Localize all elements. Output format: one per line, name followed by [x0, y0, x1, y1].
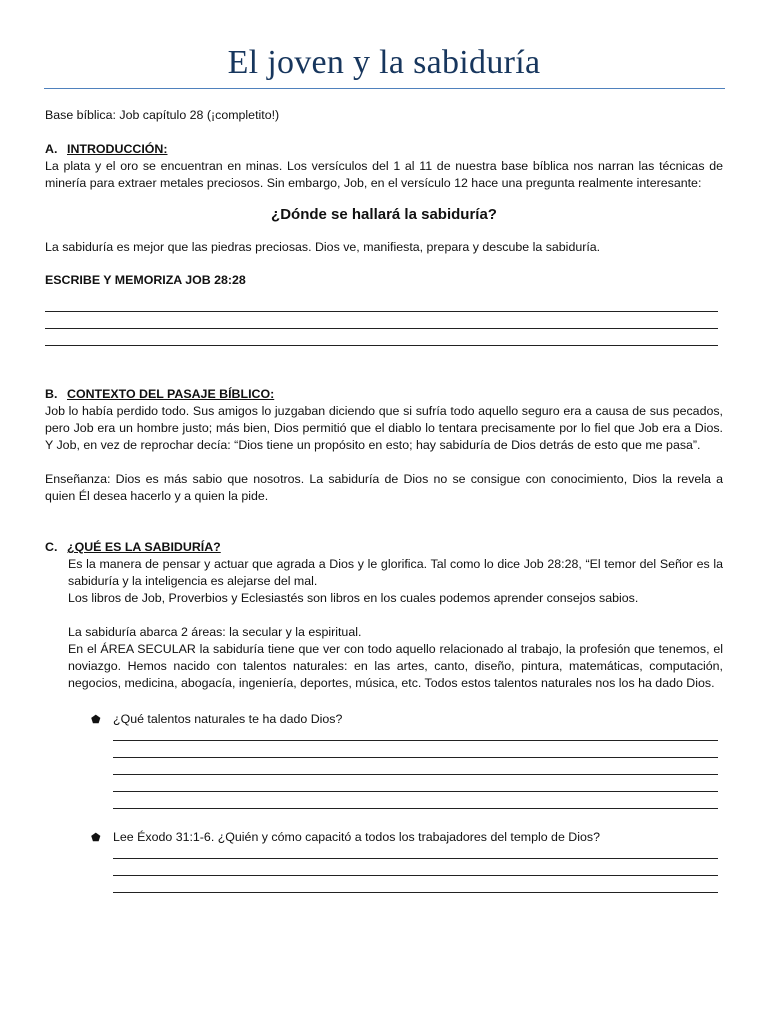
- central-question: ¿Dónde se hallará la sabiduría?: [271, 206, 497, 223]
- section-b-heading: [45, 386, 723, 403]
- answer-line[interactable]: [113, 791, 718, 792]
- question-talents: [91, 711, 723, 809]
- section-a-paragraph: La plata y el oro se encuentran en minas. Los versículos del 1 al 11 de nuestra base bíblica nos narran las técnicas de minería para extraer metales preciosos. Sin embargo, Job, en el versículo 12 hace una pregunta realmente interesante:: [45, 159, 723, 190]
- section-c-title: ¿QUÉ ES LA SABIDURÍA?: [67, 540, 221, 554]
- section-c-definition: Es la manera de pensar y actuar que agrada a Dios y le glorifica. Tal como lo dice Job 28:28, “El temor del Señor es la sabiduría y la inteligencia es alejarse del mal.: [68, 557, 723, 588]
- memorize-instruction: ESCRIBE Y MEMORIZA JOB 28:28: [45, 273, 246, 287]
- answer-line[interactable]: [113, 892, 718, 893]
- section-c-letter: C.: [45, 540, 58, 554]
- section-a-statement: La sabiduría es mejor que las piedras preciosas. Dios ve, manifiesta, prepara y descube la sabiduría.: [45, 240, 601, 254]
- section-b-teaching: Enseñanza: Dios es más sabio que nosotros. La sabiduría de Dios no se consigue con conocimiento, Dios la revela a quien Él desea hacerlo y a quien la pide.: [45, 472, 723, 503]
- section-a-heading: [45, 141, 723, 158]
- section-c-areas: La sabiduría abarca 2 áreas: la secular y la espiritual.: [68, 625, 362, 639]
- answer-lines-a: [45, 311, 723, 346]
- document-body: [45, 107, 723, 893]
- section-c-body: [68, 556, 723, 692]
- section-b-title: CONTEXTO DEL PASAJE BÍBLICO:: [67, 387, 275, 401]
- page-title: El joven y la sabiduría: [227, 44, 541, 81]
- question-exodus-text: Lee Éxodo 31:1-6. ¿Quién y cómo capacitó a todos los trabajadores del templo de Dios?: [113, 830, 600, 844]
- question-talents-text: ¿Qué talentos naturales te ha dado Dios?: [113, 712, 343, 726]
- section-c-heading: [45, 539, 723, 556]
- title-divider: [44, 88, 725, 89]
- section-c-secular: En el ÁREA SECULAR la sabiduría tiene que ver con todo aquello relacionado al trabajo, la profesión que tenemos, el noviazgo. Hemos nacido con talentos naturales: en las artes, canto, diseño, pintura, matemáticas, computación, negocios, medicina, abogacía, ingeniería, deportes, música, etc. Todos estos talentos naturales nos los ha dado Dios.: [68, 642, 723, 690]
- question-exodus: [91, 829, 723, 893]
- answer-line[interactable]: [113, 757, 718, 758]
- answer-line[interactable]: [113, 858, 718, 859]
- answer-line[interactable]: [113, 875, 718, 876]
- answer-line[interactable]: [45, 328, 718, 329]
- bullet-icon: ⬟: [91, 714, 101, 726]
- answer-line[interactable]: [113, 808, 718, 809]
- answer-line[interactable]: [45, 311, 718, 312]
- answer-line[interactable]: [113, 740, 718, 741]
- bible-base: Base bíblica: Job capítulo 28 (¡completito!): [45, 108, 280, 122]
- answer-line[interactable]: [113, 774, 718, 775]
- section-a-letter: A.: [45, 142, 58, 156]
- section-b-paragraph: Job lo había perdido todo. Sus amigos lo juzgaban diciendo que si sufría todo aquello seguro era a causa de sus pecados, pero Job era un hombre justo; más bien, Dios permitió que el diablo lo tentara precisamente por lo fiel que Job era a Dios. Y Job, en vez de reprochar decía: “Dios tiene un propósito en esto; hay sabiduría de Dios detrás de esto que me pasa”.: [45, 404, 723, 452]
- section-c-books: Los libros de Job, Proverbios y Eclesiastés son libros en los cuales podemos aprender consejos sabios.: [68, 591, 639, 605]
- section-a-title: INTRODUCCIÓN:: [67, 142, 168, 156]
- bullet-icon: ⬟: [91, 832, 101, 844]
- section-b-letter: B.: [45, 387, 58, 401]
